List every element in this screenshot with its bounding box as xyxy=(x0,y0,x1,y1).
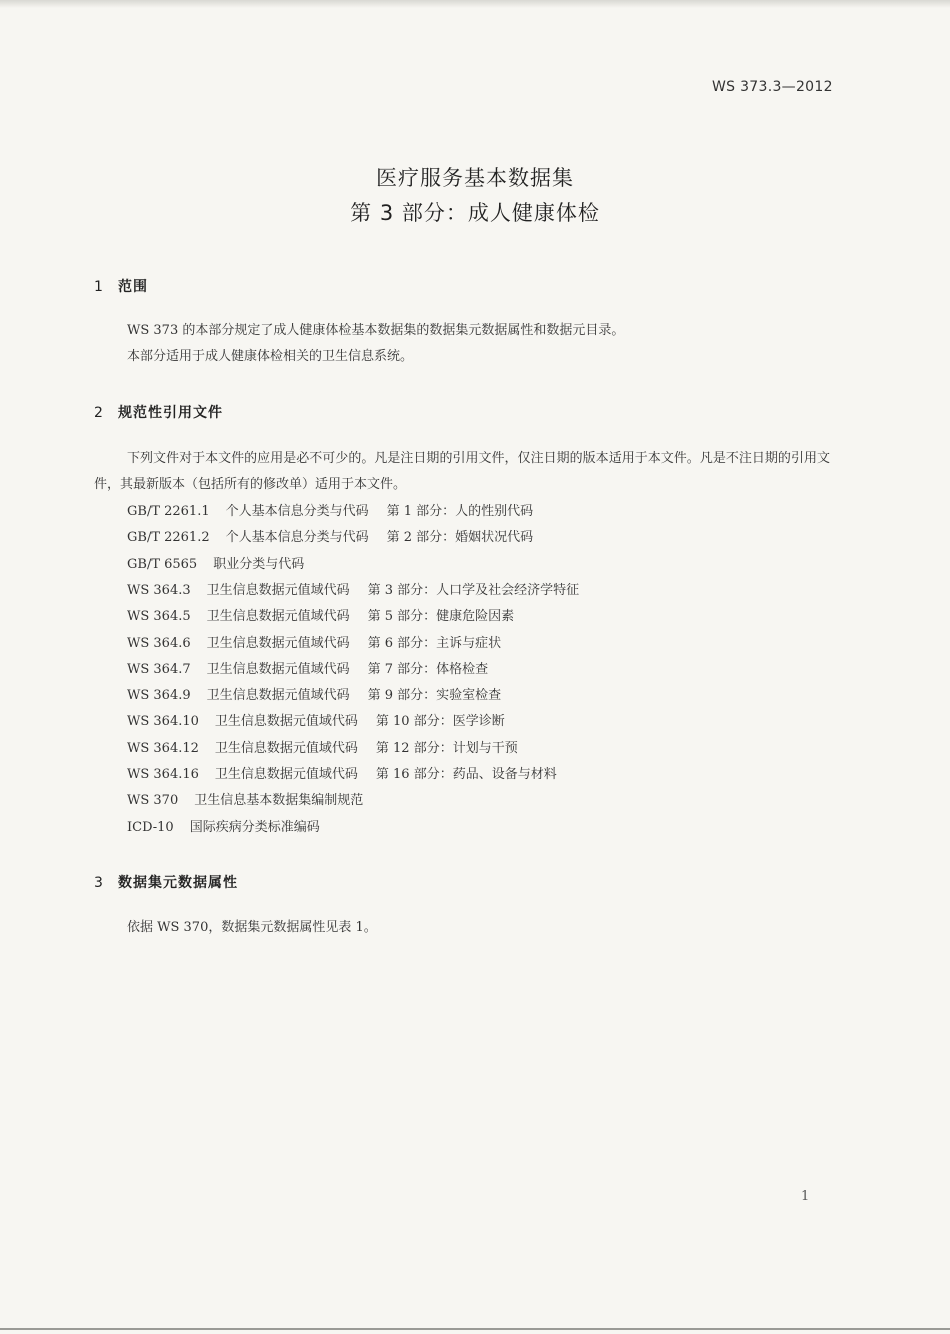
reference-title: 卫生信息数据元值域代码 xyxy=(206,688,350,704)
reference-item xyxy=(127,710,505,729)
reference-code: WS 364.16 xyxy=(127,767,199,782)
document-subtitle: 第 3 部分：成人健康体检 xyxy=(350,201,600,225)
scope-paragraph-1: WS 373 的本部分规定了成人健康体检基本数据集的数据集元数据属性和数据元目录。 xyxy=(127,323,625,338)
scope-paragraph-2: 本部分适用于成人健康体检相关的卫生信息系统。 xyxy=(127,349,414,364)
standard-number: WS 373.3—2012 xyxy=(712,79,833,95)
reference-item xyxy=(127,632,501,651)
normative-references-intro: 下列文件对于本文件的应用是必不可少的。凡是注日期的引用文件，仅注日期的版本适用于本文件。凡是不注日期的引用文件，其最新版本（包括所有的修改单）适用于本文件。 xyxy=(94,451,830,492)
reference-part: 第 3 部分：人口学及社会经济学特征 xyxy=(367,582,580,598)
reference-part: 第 12 部分：计划与干预 xyxy=(375,740,518,756)
reference-item xyxy=(127,789,363,808)
section-number: 3 xyxy=(94,875,103,891)
reference-code: GB/T 6565 xyxy=(127,556,198,572)
section-number: 1 xyxy=(94,279,103,295)
reference-item xyxy=(127,763,557,782)
reference-item xyxy=(127,553,304,572)
scan-edge xyxy=(0,0,950,8)
section-number: 2 xyxy=(94,405,103,421)
reference-code: WS 370 xyxy=(127,793,179,809)
metadata-paragraph: 依据 WS 370，数据集元数据属性见表 1。 xyxy=(127,920,377,935)
reference-title: 卫生信息数据元值域代码 xyxy=(206,635,350,651)
reference-part: 第 10 部分：医学诊断 xyxy=(375,714,505,730)
section-title: 数据集元数据属性 xyxy=(118,875,238,891)
reference-item xyxy=(127,684,501,703)
bottom-edge-line xyxy=(0,1328,950,1330)
page-number: 1 xyxy=(801,1189,810,1204)
reference-part: 第 6 部分：主诉与症状 xyxy=(367,635,502,651)
reference-part: 第 7 部分：体格检查 xyxy=(367,661,489,677)
reference-part: 第 16 部分：药品、设备与材料 xyxy=(375,767,557,782)
section-3-heading xyxy=(94,872,238,892)
reference-part: 第 9 部分：实验室检查 xyxy=(367,688,502,704)
reference-part: 第 1 部分：人的性别代码 xyxy=(386,504,534,519)
reference-title: 卫生信息数据元值域代码 xyxy=(206,609,350,625)
reference-part: 第 2 部分：婚姻状况代码 xyxy=(386,530,534,546)
reference-title: 卫生信息基本数据集编制规范 xyxy=(194,793,364,809)
reference-code: ICD-10 xyxy=(127,819,174,835)
reference-title: 卫生信息数据元值域代码 xyxy=(214,714,358,730)
reference-item xyxy=(127,500,533,519)
reference-code: WS 364.5 xyxy=(127,609,191,625)
reference-code: WS 364.7 xyxy=(127,661,191,677)
reference-title: 卫生信息数据元值域代码 xyxy=(206,661,350,677)
reference-code: GB/T 2261.2 xyxy=(127,530,210,546)
reference-item xyxy=(127,737,518,756)
reference-title: 职业分类与代码 xyxy=(213,556,305,572)
reference-part: 第 5 部分：健康危险因素 xyxy=(367,609,515,625)
reference-code: WS 364.10 xyxy=(127,714,199,730)
reference-item xyxy=(127,605,514,624)
reference-code: WS 364.6 xyxy=(127,635,191,651)
reference-title: 卫生信息数据元值域代码 xyxy=(214,740,358,756)
section-1-heading xyxy=(94,276,148,296)
reference-code: WS 364.12 xyxy=(127,740,199,756)
reference-title: 国际疾病分类标准编码 xyxy=(189,819,320,835)
reference-code: GB/T 2261.1 xyxy=(127,504,210,519)
reference-title: 个人基本信息分类与代码 xyxy=(225,504,369,519)
reference-item xyxy=(127,579,579,598)
section-title: 范围 xyxy=(118,279,148,295)
reference-code: WS 364.3 xyxy=(127,582,191,598)
reference-title: 个人基本信息分类与代码 xyxy=(225,530,369,546)
section-2-heading xyxy=(94,402,223,422)
reference-item xyxy=(127,526,533,545)
reference-title: 卫生信息数据元值域代码 xyxy=(214,767,358,782)
reference-item xyxy=(127,816,320,835)
section-title: 规范性引用文件 xyxy=(118,405,223,421)
reference-item xyxy=(127,658,488,677)
document-title: 医疗服务基本数据集 xyxy=(376,166,574,190)
reference-code: WS 364.9 xyxy=(127,688,191,704)
reference-title: 卫生信息数据元值域代码 xyxy=(206,582,350,598)
